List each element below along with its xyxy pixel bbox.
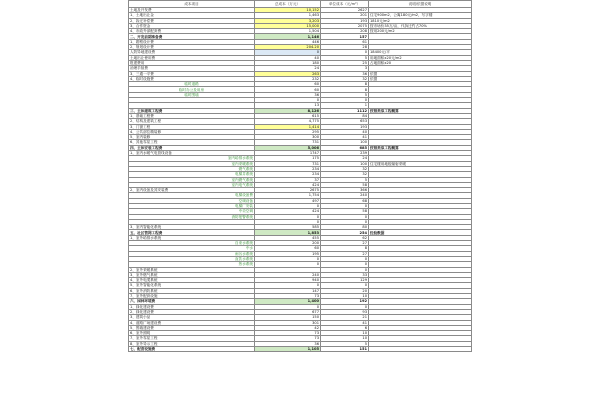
total-cost-cell: 1,463 xyxy=(255,13,321,18)
cost-item-cell: 8、室外导示工程 xyxy=(129,341,255,346)
cost-item-cell: 1、绿化建设费 xyxy=(129,304,255,309)
cost-item-cell: 4、室外电缆系统 xyxy=(129,278,255,283)
cost-item-cell: 2、结构及建筑工程 xyxy=(129,119,255,124)
cost-item-cell: 7、室外配套设施 xyxy=(129,294,255,299)
unit-cost-cell: 32 xyxy=(321,76,369,81)
unit-cost-cell: 0 xyxy=(321,219,369,224)
cost-item-cell: 5、室内装修 xyxy=(129,135,255,140)
total-cost-cell: 40 xyxy=(255,55,321,60)
total-cost-cell: 195 xyxy=(255,251,321,256)
unit-cost-cell: 5 xyxy=(321,55,369,60)
unit-cost-cell: 653 xyxy=(321,119,369,124)
total-cost-cell: 446 xyxy=(255,39,321,44)
unit-cost-cell: 201 xyxy=(321,13,369,18)
cost-item-cell: 5、室外智能化系统 xyxy=(129,283,255,288)
cost-item-cell: 2、室内设备及其安装费 xyxy=(129,188,255,193)
total-cost-cell: 731 xyxy=(255,161,321,166)
unit-cost-cell: 192 xyxy=(321,299,369,304)
cost-item-cell: 1、室内水暖气电管线设备 xyxy=(129,151,255,156)
total-cost-cell: 1,754 xyxy=(255,193,321,198)
unit-cost-cell: 193 xyxy=(321,124,369,129)
total-cost-cell: 1,414 xyxy=(255,124,321,129)
total-cost-cell: 175 xyxy=(255,156,321,161)
total-cost-cell: 677 xyxy=(255,309,321,314)
header-cost-item: 成本项目 xyxy=(129,1,255,8)
note-cell: 占地面积x20 xyxy=(369,60,472,65)
table-body xyxy=(129,8,472,352)
cost-item-cell: 2、绿化建设费 xyxy=(129,309,255,314)
total-cost-cell: 0 xyxy=(255,98,321,103)
total-cost-cell: 1,146 xyxy=(255,34,321,39)
unit-cost-cell: 0 xyxy=(321,203,369,208)
unit-cost-cell: 1 xyxy=(321,103,369,108)
cost-item-cell: 1、勘察设计费 xyxy=(129,39,255,44)
cost-item-cell: 人防异地建设费 xyxy=(129,50,255,55)
total-cost-cell: 15,000 xyxy=(255,23,321,28)
unit-cost-cell: 93 xyxy=(321,309,369,314)
note-cell xyxy=(369,347,472,352)
total-cost-cell: 731 xyxy=(255,140,321,145)
cost-item-cell: 电梯井系统 xyxy=(129,172,255,177)
total-cost-cell: 263 xyxy=(255,71,321,76)
unit-cost-cell: 239 xyxy=(321,151,369,156)
cost-item-cell: 报建费用 xyxy=(129,60,255,65)
note-cell: 按用200元/m2 xyxy=(369,29,472,34)
unit-cost-cell: 8 xyxy=(321,246,369,251)
unit-cost-cell: 28 xyxy=(321,45,369,50)
total-cost-cell: 2675 xyxy=(255,188,321,193)
cost-item-cell: 1、土地出让金 xyxy=(129,13,255,18)
cost-item-cell: 中央空调 xyxy=(129,209,255,214)
unit-cost-cell: 5 xyxy=(321,92,369,97)
unit-cost-cell: 20 xyxy=(321,288,369,293)
unit-cost-cell: 10 xyxy=(321,336,369,341)
total-cost-cell: 0 xyxy=(255,262,321,267)
total-cost-cell: 73 xyxy=(255,331,321,336)
unit-cost-cell: 685 xyxy=(321,145,369,150)
unit-cost-cell: 0 xyxy=(321,283,369,288)
total-cost-cell: 147 xyxy=(255,288,321,293)
total-cost-cell: 60 xyxy=(255,246,321,251)
note-cell: 用地面积x20元/m2 xyxy=(369,55,472,60)
unit-cost-cell: 157 xyxy=(321,34,369,39)
header-note: 说明/依据说明 xyxy=(369,1,472,8)
cost-item-cell: 六、园林环境费 xyxy=(129,299,255,304)
note-cell: 18400元/平 xyxy=(369,50,472,55)
cost-item-cell: 中水 xyxy=(129,246,255,251)
total-cost-cell: 424 xyxy=(255,182,321,187)
unit-cost-cell: 33 xyxy=(321,272,369,277)
cost-item-cell: 4、公共部位精装修 xyxy=(129,129,255,134)
unit-cost-cell: 40 xyxy=(321,129,369,134)
total-cost-cell: 300 xyxy=(255,135,321,140)
cost-item-cell: 四、主体安装工程费 xyxy=(129,145,255,150)
note-cell: 按市场价35万/亩，代拆迁约占70% xyxy=(369,23,472,28)
unit-cost-cell: 61 xyxy=(321,39,369,44)
total-cost-cell: 180 xyxy=(255,60,321,65)
total-cost-cell: 1,400 xyxy=(255,299,321,304)
cost-item-cell: 2、拆迁补偿费 xyxy=(129,18,255,23)
unit-cost-cell: 84 xyxy=(321,113,369,118)
cost-item-cell: 治理手续费 xyxy=(129,66,255,71)
cost-item-cell: 自来水系统 xyxy=(129,241,255,246)
cost-item-cell: 空调设备 xyxy=(129,198,255,203)
cost-item-cell: 2、室外采暖系统 xyxy=(129,267,255,272)
total-cost-cell: 1,504 xyxy=(255,29,321,34)
note-cell: 1810元/m2 xyxy=(369,18,472,23)
total-cost-cell: 234 xyxy=(255,166,321,171)
cost-item-cell: 3、门窗工程 xyxy=(129,124,255,129)
total-cost-cell: 3,203 xyxy=(255,18,321,23)
total-cost-cell: 200 xyxy=(255,241,321,246)
total-cost-cell: 60 xyxy=(255,82,321,87)
total-cost-cell: 0 xyxy=(255,50,321,55)
cost-item-cell: 3、室内智能化系统 xyxy=(129,225,255,230)
unit-cost-cell: 5 xyxy=(321,177,369,182)
total-cost-cell: 234 xyxy=(255,172,321,177)
total-cost-cell: 295 xyxy=(255,129,321,134)
cost-item-cell: 7、室外零星工程 xyxy=(129,336,255,341)
unit-cost-cell: 151 xyxy=(321,347,369,352)
cost-item-cell: 热水系统 xyxy=(129,262,255,267)
total-cost-cell: 8,126 xyxy=(255,108,321,113)
unit-cost-cell: 0 xyxy=(321,267,369,272)
cost-item-cell: 3、建筑小品 xyxy=(129,315,255,320)
total-cost-cell: 0 xyxy=(255,214,321,219)
cost-item-cell: 4、临时设施费 xyxy=(129,76,255,81)
note-cell: 按照类似工程概算 xyxy=(369,108,472,113)
total-cost-cell: 1,105 xyxy=(255,347,321,352)
total-cost-cell: 4,775 xyxy=(255,119,321,124)
cost-item-cell: 雨污水系统 xyxy=(129,251,255,256)
unit-cost-cell: 100 xyxy=(321,161,369,166)
unit-cost-cell: 100 xyxy=(321,140,369,145)
cost-item-cell: 电梯设备费 xyxy=(129,193,255,198)
total-cost-cell: 0 xyxy=(255,304,321,309)
cost-item-cell: 4、市政外部配套费 xyxy=(129,29,255,34)
cost-item-cell: 电梯厂安装 xyxy=(129,203,255,208)
unit-cost-cell: 68 xyxy=(321,198,369,203)
cost-item-cell: 6、室外消防系统 xyxy=(129,288,255,293)
total-cost-cell: 36 xyxy=(255,341,321,346)
total-cost-cell: 60 xyxy=(255,87,321,92)
total-cost-cell: 585 xyxy=(255,225,321,230)
unit-cost-cell: 8 xyxy=(321,87,369,92)
unit-cost-cell: 41 xyxy=(321,320,369,325)
unit-cost-cell: 240 xyxy=(321,193,369,198)
total-cost-cell: 615 xyxy=(255,113,321,118)
cost-item-cell: 4、道路广场建设费 xyxy=(129,320,255,325)
unit-cost-cell: 5 xyxy=(321,341,369,346)
header-unit-cost: 单位成本（元/m²） xyxy=(321,1,369,8)
cost-estimate-table xyxy=(128,0,472,352)
total-cost-cell: 1747 xyxy=(255,151,321,156)
cost-item-cell: 3、室外燃气系统 xyxy=(129,272,255,277)
cost-item-cell: 燃气系统 xyxy=(129,166,255,171)
unit-cost-cell: 32 xyxy=(321,172,369,177)
cost-item-cell: 6、其他零星工程 xyxy=(129,140,255,145)
total-cost-cell: 0 xyxy=(255,256,321,261)
unit-cost-cell: 10 xyxy=(321,331,369,336)
unit-cost-cell: 193 xyxy=(321,18,369,23)
unit-cost-cell: 1112 xyxy=(321,108,369,113)
cost-item-cell: 室内给排水系统 xyxy=(129,156,255,161)
total-cost-cell: 36 xyxy=(255,92,321,97)
cost-item-cell: 临时办公及用房 xyxy=(129,87,255,92)
cost-item-cell: 1、室外给排水系统 xyxy=(129,235,255,240)
table-row xyxy=(129,347,472,352)
cost-item-cell: 土地及开发费 xyxy=(129,8,255,13)
total-cost-cell: 0 xyxy=(255,219,321,224)
cost-item-cell: 二、开发前期准备费 xyxy=(129,34,255,39)
cost-item-cell: 3、三通一平费 xyxy=(129,71,255,76)
unit-cost-cell: 24 xyxy=(321,156,369,161)
cost-item-cell: 土地出让使用费 xyxy=(129,55,255,60)
note-cell: 按照类似工程概算 xyxy=(369,145,472,150)
note-cell: 依据 xyxy=(369,71,472,76)
cost-item-cell: 室内采暖系统 xyxy=(129,161,255,166)
unit-cost-cell: 0 xyxy=(321,256,369,261)
cost-item-cell: 临时道路 xyxy=(129,82,255,87)
header-total-cost: 总成本（万元） xyxy=(255,1,321,8)
total-cost-cell: 10,152 xyxy=(255,8,321,13)
unit-cost-cell: 58 xyxy=(321,182,369,187)
total-cost-cell: 301 xyxy=(255,320,321,325)
total-cost-cell: 424 xyxy=(255,209,321,214)
unit-cost-cell: 27 xyxy=(321,251,369,256)
unit-cost-cell: 0 xyxy=(321,50,369,55)
unit-cost-cell: 129 xyxy=(321,278,369,283)
total-cost-cell: 150 xyxy=(255,315,321,320)
total-cost-cell: 497 xyxy=(255,198,321,203)
unit-cost-cell: 0 xyxy=(321,304,369,309)
unit-cost-cell: 366 xyxy=(321,188,369,193)
total-cost-cell: 24 xyxy=(255,66,321,71)
note-cell: 经验数据 xyxy=(369,230,472,235)
total-cost-cell: 0 xyxy=(255,203,321,208)
unit-cost-cell: 10 xyxy=(321,294,369,299)
note-cell: 依据 xyxy=(369,76,472,81)
unit-cost-cell: 2627 xyxy=(321,8,369,13)
unit-cost-cell: 27 xyxy=(321,241,369,246)
cost-item-cell: 6、室外照明 xyxy=(129,331,255,336)
cost-item-cell: 三、主体建筑工程费 xyxy=(129,108,255,113)
unit-cost-cell: 25 xyxy=(321,60,369,65)
unit-cost-cell: 36 xyxy=(321,71,369,76)
total-cost-cell: 1,853 xyxy=(255,230,321,235)
unit-cost-cell: 3 xyxy=(321,66,369,71)
cost-item-cell: 1、基础工程费 xyxy=(129,113,255,118)
unit-cost-cell: 0 xyxy=(321,262,369,267)
unit-cost-cell: 0 xyxy=(321,214,369,219)
total-cost-cell: 13 xyxy=(255,103,321,108)
unit-cost-cell: 6 xyxy=(321,325,369,330)
unit-cost-cell: 41 xyxy=(321,135,369,140)
unit-cost-cell: 21 xyxy=(321,315,369,320)
total-cost-cell: 37 xyxy=(255,177,321,182)
total-cost-cell: 455 xyxy=(255,235,321,240)
cost-item-cell: 消防报警系统 xyxy=(129,214,255,219)
cost-item-cell: 五、社区管网工程费 xyxy=(129,230,255,235)
unit-cost-cell: 0 xyxy=(321,98,369,103)
note-cell: 住宅楼用地板辐射采暖 xyxy=(369,161,472,166)
unit-cost-cell: 2075 xyxy=(321,23,369,28)
total-cost-cell: 0 xyxy=(255,283,321,288)
unit-cost-cell: 58 xyxy=(321,209,369,214)
cost-item-cell: 室内电气系统 xyxy=(129,182,255,187)
unit-cost-cell: 32 xyxy=(321,166,369,171)
total-cost-cell: 73 xyxy=(255,294,321,299)
cost-item-cell: 2、规划设计费 xyxy=(129,45,255,50)
unit-cost-cell: 208 xyxy=(321,29,369,34)
total-cost-cell: 204.20 xyxy=(255,45,321,50)
total-cost-cell: 42 xyxy=(255,325,321,330)
cost-item-cell: 临时围墙 xyxy=(129,92,255,97)
unit-cost-cell: 62 xyxy=(321,235,369,240)
total-cost-cell: 240 xyxy=(255,272,321,277)
header-row xyxy=(129,1,472,8)
total-cost-cell: 73 xyxy=(255,336,321,341)
note-cell: 住宅900m2，公寓180元/m2，写字楼 xyxy=(369,13,472,18)
unit-cost-cell: 80 xyxy=(321,225,369,230)
unit-cost-cell: 8 xyxy=(321,82,369,87)
cost-item-cell: 室内燃气系统 xyxy=(129,177,255,182)
cost-item-cell: 七、配套设施费 xyxy=(129,347,255,352)
cost-item-cell: 5、围墙建设费 xyxy=(129,325,255,330)
total-cost-cell: 232 xyxy=(255,76,321,81)
total-cost-cell: 5,006 xyxy=(255,145,321,150)
total-cost-cell: 940 xyxy=(255,278,321,283)
cost-item-cell: 3、合作资金 xyxy=(129,23,255,28)
cost-item-cell: 直饮水系统 xyxy=(129,256,255,261)
unit-cost-cell: 254 xyxy=(321,230,369,235)
